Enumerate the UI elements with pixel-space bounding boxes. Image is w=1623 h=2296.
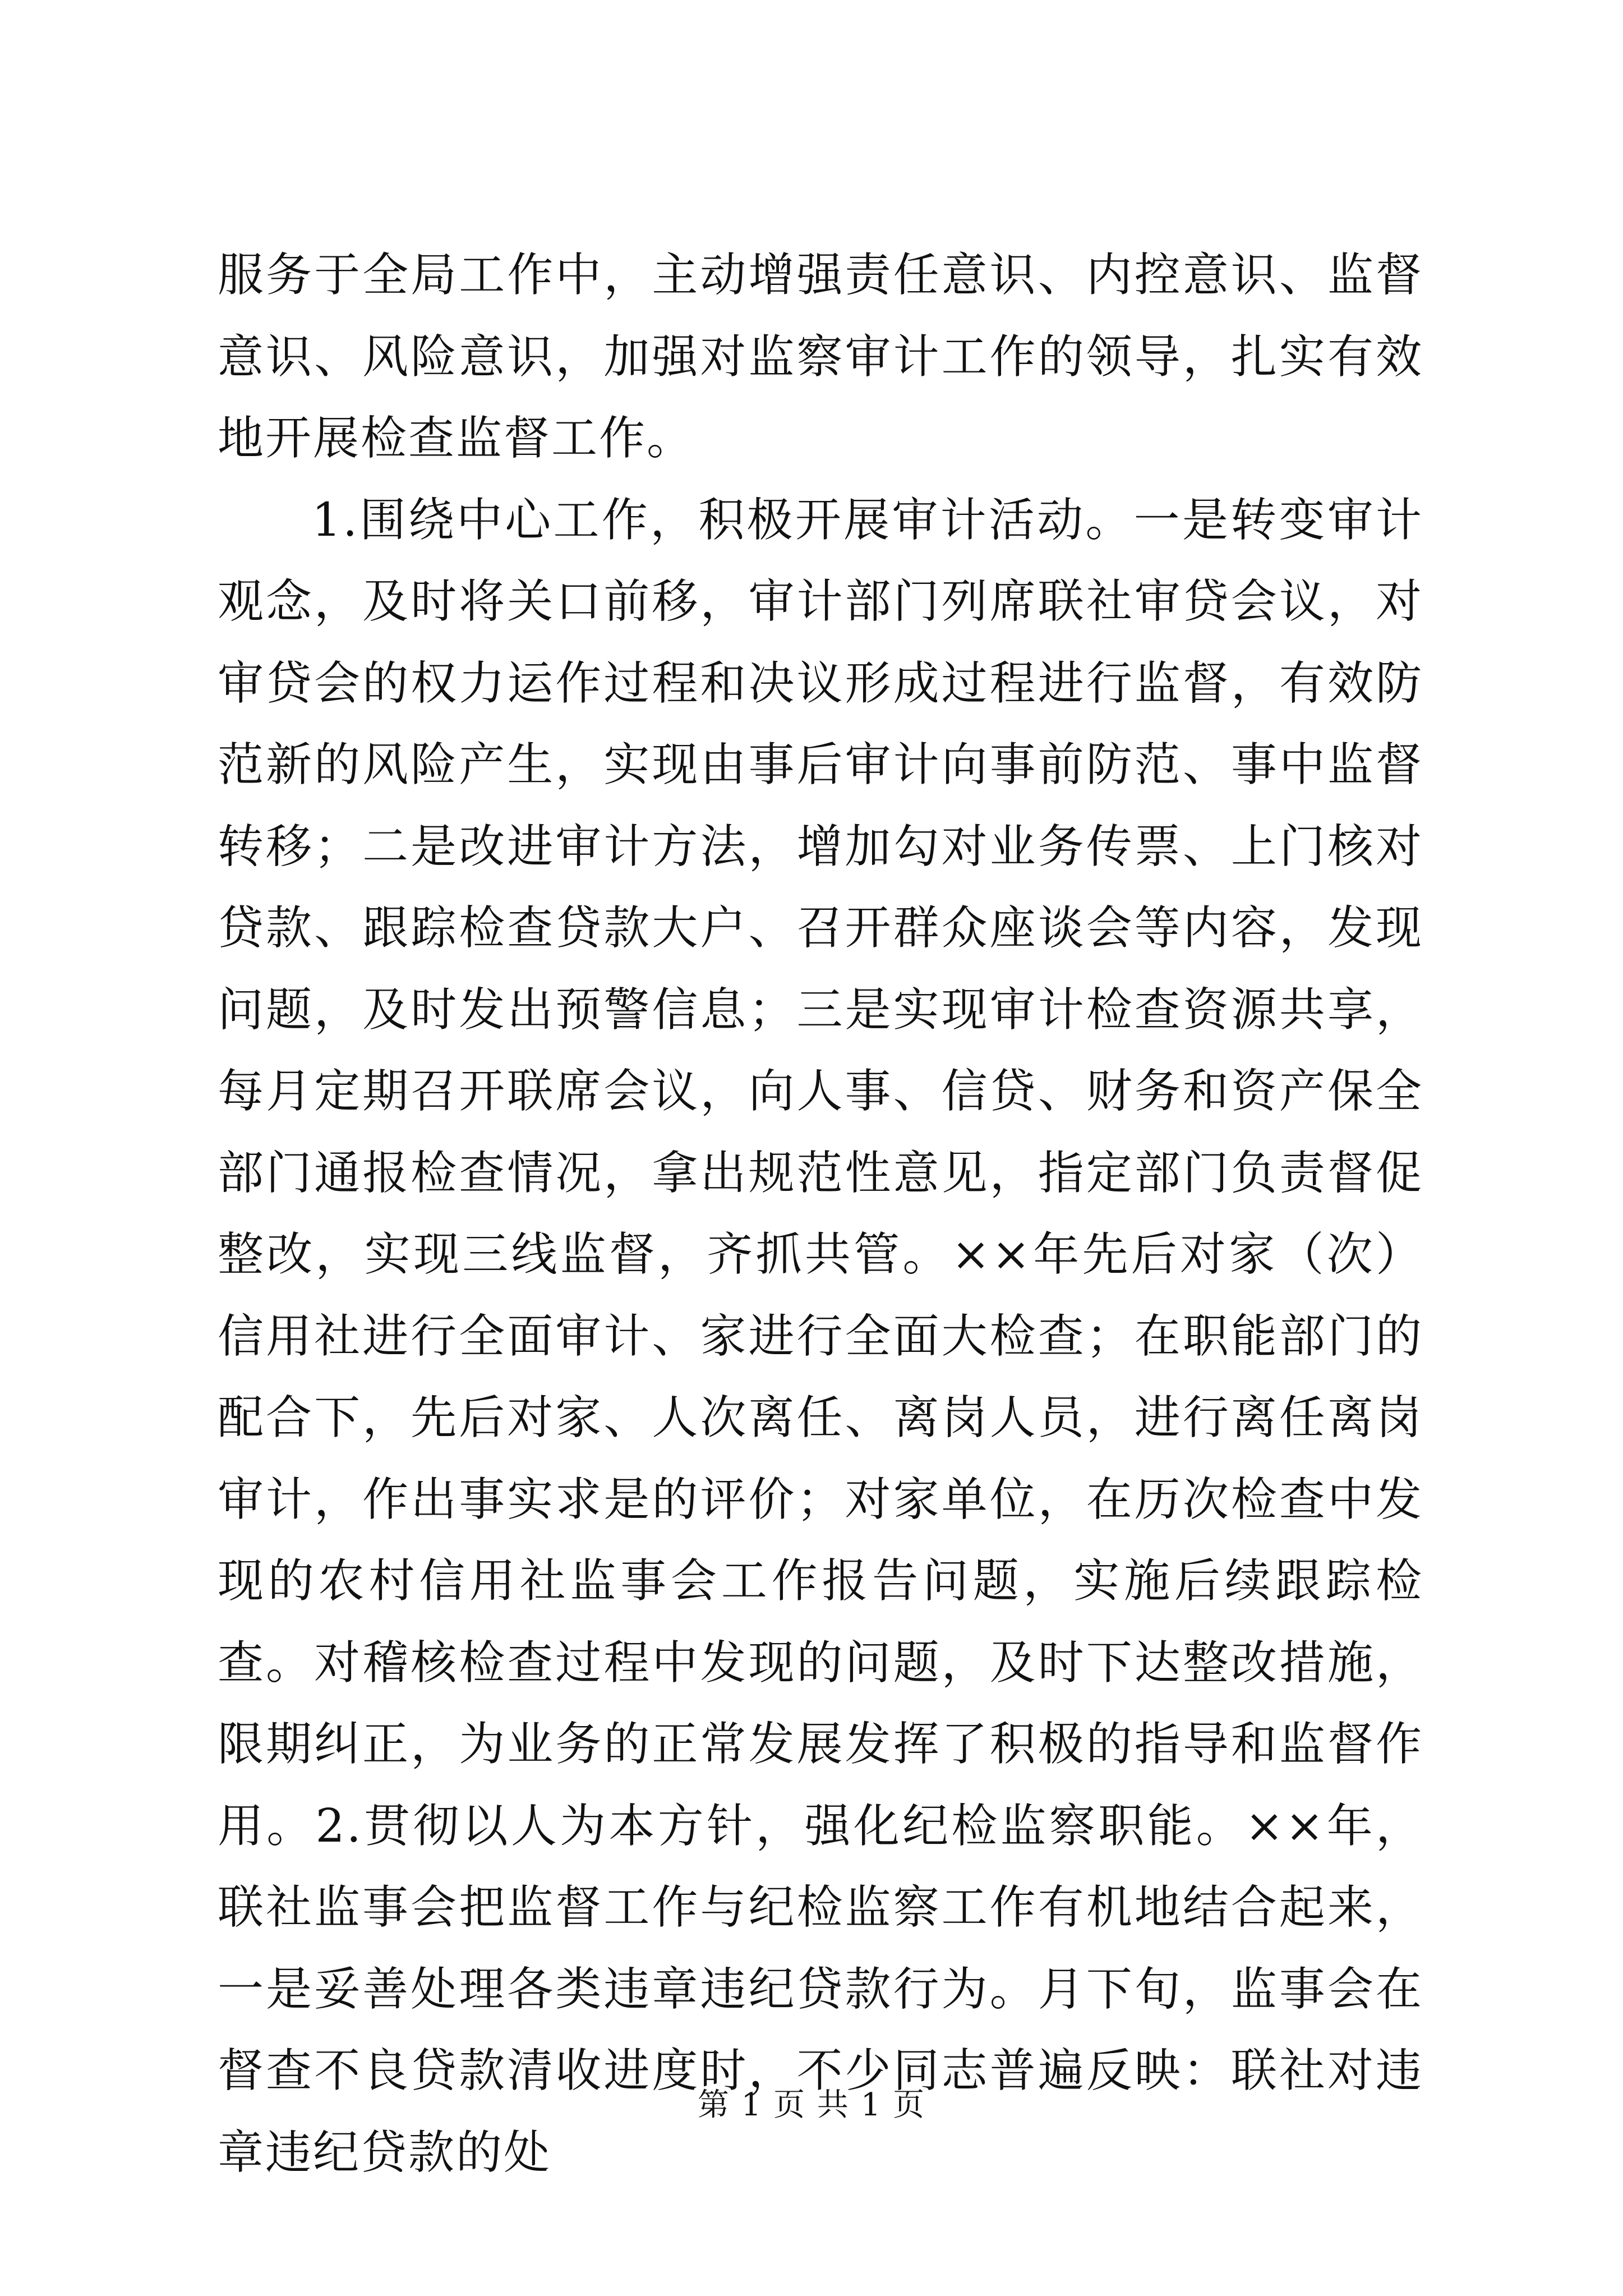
paragraph-audit-work: 1.围绕中心工作，积极开展审计活动。一是转变审计观念，及时将关口前移，审计部门列席联社审贷会议，对审贷会的权力运作过程和决议形成过程进行监督，有效防范新的风险产生，实现由事后审计向事前防范、事中监督转移；二是改进审计方法，增加勾对业务传票、上门核对贷款、跟踪检查贷款大户、召开群众座谈会等内容，发现问题，及时发出预警信息；三是实现审计检查资源共享，每月定期召开联席会议，向人事、信贷、财务和资产保全部门通报检查情况，拿出规范性意见，指定部门负责督促整改，实现三线监督，齐抓共管。××年先后对家（次）信用社进行全面审计、家进行全面大检查；在职能部门的配合下，先后对家、人次离任、离岗人员，进行离任离岗审计，作出事实求是的评价；对家单位，在历次检查中发现的农村信用社监事会工作报告问题，实施后续跟踪检查。对稽核检查过程中发现的问题，及时下达整改措施，限期纠正，为业务的正常发展发挥了积极的指导和监督作用。2.贯彻以人为本方针，强化纪检监察职能。××年，联社监事会把监督工作与纪检监察工作有机地结合起来，一是妥善处理各类违章违纪贷款行为。月下旬，监事会在督查不良贷款清收进度时，不少同志普遍反映：联社对违章违纪贷款的处 <box>218 493 1423 2179</box>
paragraph-intro: 服务于全局工作中，主动增强责任意识、内控意识、监督意识、风险意识，加强对监察审计工作的领导，扎实有效地开展检查监督工作。 <box>218 249 1423 465</box>
document-body <box>218 234 1423 2193</box>
page-footer: 第 1 页 共 1 页 <box>697 2087 926 2123</box>
